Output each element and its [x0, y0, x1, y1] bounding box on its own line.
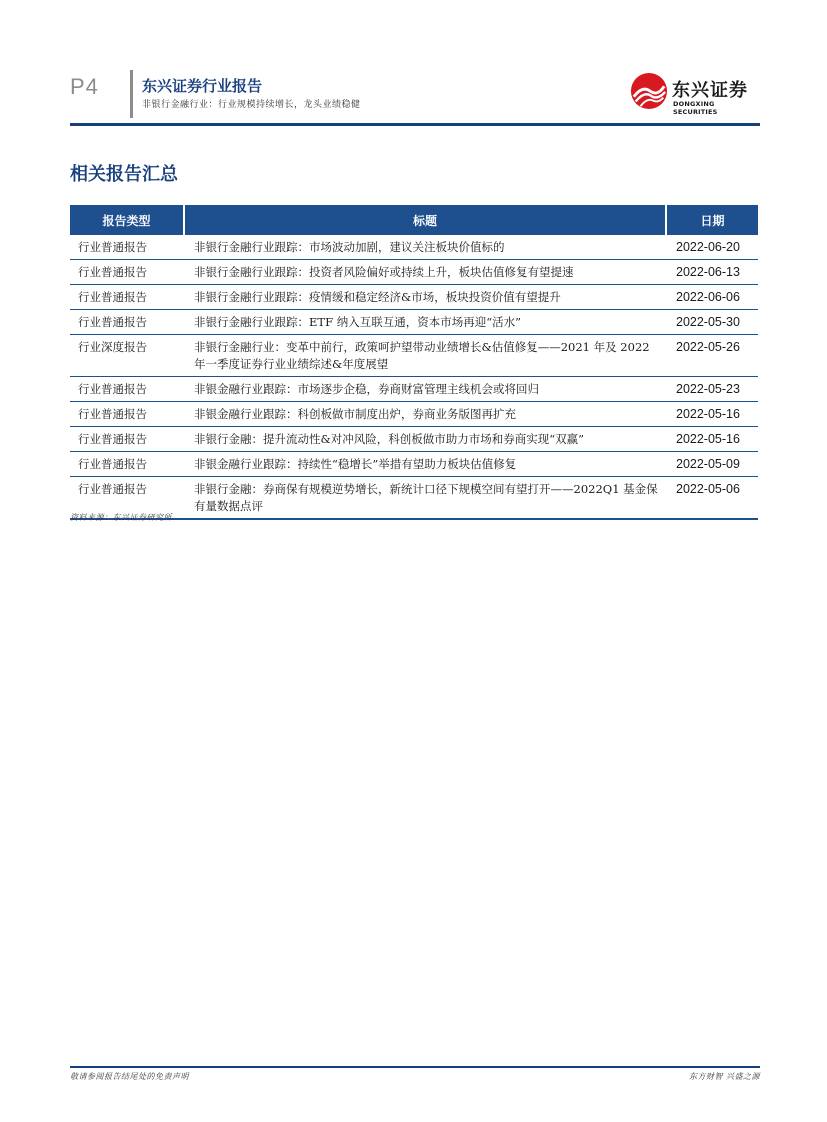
report-date-cell: 2022-06-06	[666, 285, 758, 310]
column-header-title: 标题	[184, 205, 666, 235]
report-title-cell: 非银行金融：提升流动性&对冲风险，科创板做市助力市场和券商实现“双赢”	[184, 427, 666, 452]
report-title-cell: 非银行金融：券商保有规模逆势增长，新统计口径下规模空间有望打开——2022Q1 基金保有量数据点评	[184, 477, 666, 520]
report-title-cell: 非银行金融行业跟踪：疫情缓和稳定经济&市场，板块投资价值有望提升	[184, 285, 666, 310]
table-row	[70, 402, 758, 427]
table-row	[70, 477, 758, 520]
report-date-cell: 2022-06-20	[666, 235, 758, 260]
column-header-type: 报告类型	[70, 205, 184, 235]
report-title-cell: 非银行金融行业跟踪：ETF 纳入互联互通，资本市场再迎“活水”	[184, 310, 666, 335]
report-type-cell: 行业普通报告	[70, 310, 184, 335]
related-reports-table	[70, 205, 758, 520]
report-date-cell: 2022-05-06	[666, 477, 758, 520]
table-header-row	[70, 205, 758, 235]
column-header-date: 日期	[666, 205, 758, 235]
logo-mark-icon	[630, 72, 668, 110]
table-row	[70, 310, 758, 335]
report-date-cell: 2022-05-09	[666, 452, 758, 477]
table-row	[70, 285, 758, 310]
report-date-cell: 2022-05-23	[666, 377, 758, 402]
report-title-cell: 非银金融行业跟踪：科创板做市制度出炉，券商业务版图再扩充	[184, 402, 666, 427]
report-type-cell: 行业普通报告	[70, 377, 184, 402]
table-row	[70, 235, 758, 260]
source-note: 资料来源：东兴证券研究所	[70, 513, 172, 522]
report-title-cell: 非银金融行业跟踪：市场逐步企稳，券商财富管理主线机会或将回归	[184, 377, 666, 402]
report-date-cell: 2022-05-26	[666, 335, 758, 377]
page-number: P4	[70, 74, 99, 99]
table-row	[70, 452, 758, 477]
report-type-cell: 行业普通报告	[70, 235, 184, 260]
footer-rule	[70, 1066, 760, 1068]
page-header	[70, 66, 760, 126]
company-slogan: 东方财智 兴盛之源	[688, 1072, 760, 1081]
report-title-cell: 非银金融行业跟踪：持续性“稳增长”举措有望助力板块估值修复	[184, 452, 666, 477]
report-title-cell: 非银行金融行业跟踪：市场波动加剧，建议关注板块价值标的	[184, 235, 666, 260]
company-logo	[630, 68, 760, 118]
report-type-cell: 行业深度报告	[70, 335, 184, 377]
report-date-cell: 2022-05-30	[666, 310, 758, 335]
report-subtitle: 非银行金融行业：行业规模持续增长，龙头业绩稳健	[142, 100, 361, 110]
logo-english-name: DONGXING SECURITIES	[673, 100, 718, 116]
table-row	[70, 377, 758, 402]
table-row	[70, 427, 758, 452]
report-type-cell: 行业普通报告	[70, 452, 184, 477]
table-row	[70, 260, 758, 285]
disclaimer-note: 敬请参阅报告结尾处的免责声明	[70, 1072, 189, 1081]
report-type-cell: 行业普通报告	[70, 402, 184, 427]
report-type-cell: 行业普通报告	[70, 427, 184, 452]
logo-chinese-name: 东兴证券	[672, 80, 748, 101]
report-date-cell: 2022-05-16	[666, 427, 758, 452]
table-row	[70, 335, 758, 377]
report-title-cell: 非银行金融行业跟踪：投资者风险偏好或持续上升，板块估值修复有望提速	[184, 260, 666, 285]
header-divider	[130, 70, 133, 118]
report-type-cell: 行业普通报告	[70, 477, 184, 520]
header-rule	[70, 123, 760, 126]
report-name: 东兴证券行业报告	[142, 77, 263, 95]
report-type-cell: 行业普通报告	[70, 285, 184, 310]
report-title-cell: 非银行金融行业：变革中前行，政策呵护望带动业绩增长&估值修复——2021 年及 2022 年一季度证券行业业绩综述&年度展望	[184, 335, 666, 377]
report-date-cell: 2022-05-16	[666, 402, 758, 427]
section-title: 相关报告汇总	[70, 164, 178, 185]
report-date-cell: 2022-06-13	[666, 260, 758, 285]
report-type-cell: 行业普通报告	[70, 260, 184, 285]
